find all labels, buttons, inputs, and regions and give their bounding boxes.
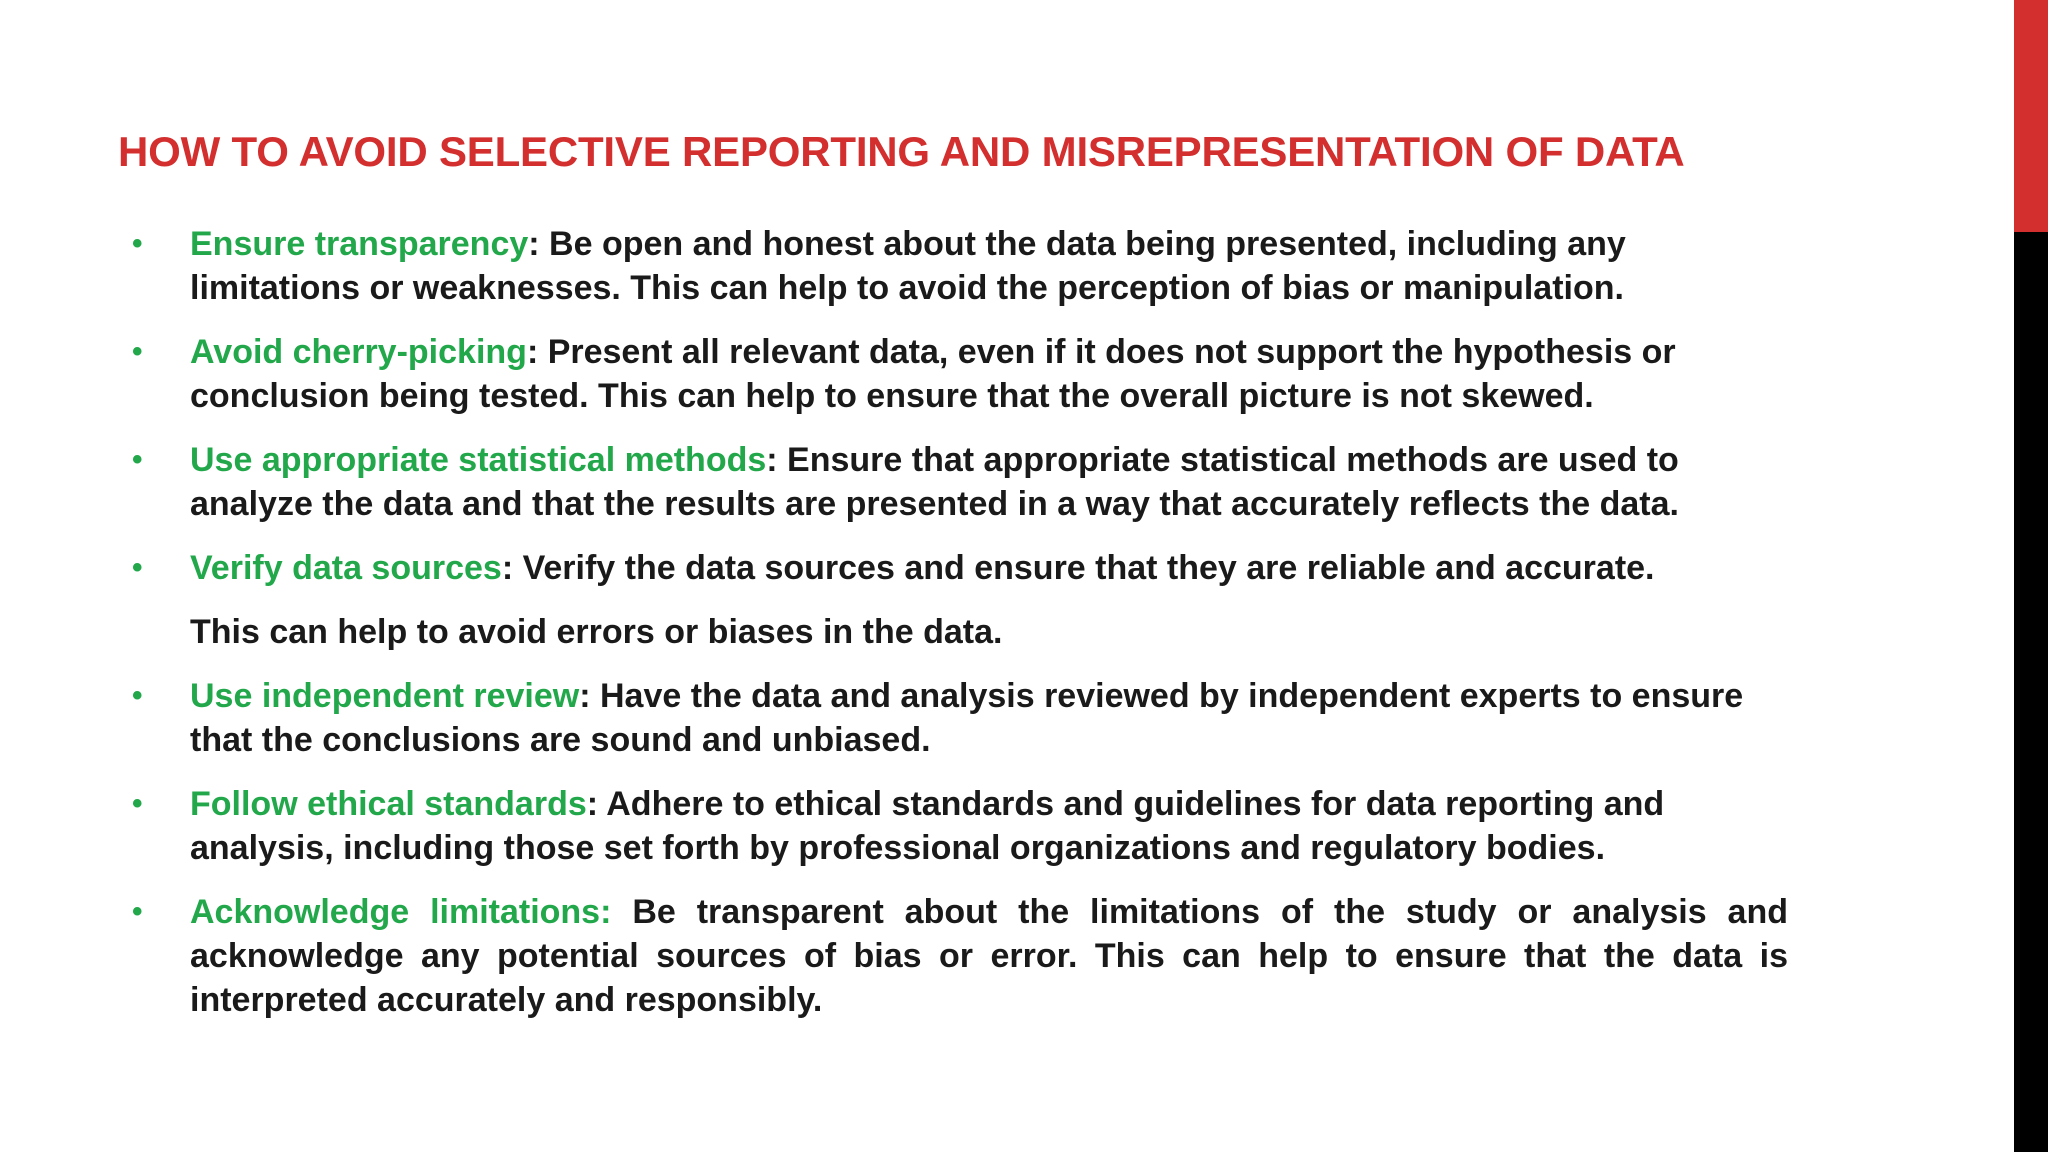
bullet-item-avoid-cherry-picking xyxy=(128,330,1788,418)
bullet-term: Avoid cherry-picking xyxy=(190,333,527,371)
bullet-term: Use appropriate statistical methods xyxy=(190,441,767,479)
bullet-item-ensure-transparency xyxy=(128,222,1788,310)
bullet-marker: • xyxy=(132,551,143,584)
bullet-term: Use independent review xyxy=(190,677,580,715)
bullet-text: : Verify the data sources and ensure that they are reliable and accurate. xyxy=(501,549,1655,587)
bullet-text: Be transparent about the limitations of the study or analysis and acknowledge any potential sources of bias or error. This can help to ensure that the data is interpreted accurately and responsibly. xyxy=(190,893,1788,1019)
bullet-item-statistical-methods xyxy=(128,438,1788,526)
bullet-term: Ensure transparency xyxy=(190,225,529,263)
slide-title: HOW TO AVOID SELECTIVE REPORTING AND MISREPRESENTATION OF DATA xyxy=(118,128,1685,175)
side-bar-accent xyxy=(2014,0,2048,232)
bullet-marker: • xyxy=(132,227,143,260)
bullet-marker: • xyxy=(132,787,143,820)
bullet-text: : Adhere to ethical standards and guidelines for data reporting and analysis, including those set forth by professional organizations and regulatory bodies. xyxy=(190,785,1665,867)
bullet-marker: • xyxy=(132,679,143,712)
bullet-continuation: This can help to avoid errors or biases in the data. xyxy=(190,613,1003,651)
bullet-item-ethical-standards xyxy=(128,782,1788,870)
bullet-item-acknowledge-limitations xyxy=(128,890,1788,1022)
bullet-text: : Be open and honest about the data being presented, including any limitations or weaknesses. This can help to avoid the perception of bias or manipulation. xyxy=(190,225,1626,307)
bullet-marker: • xyxy=(132,895,143,928)
bullet-text: : Ensure that appropriate statistical methods are used to analyze the data and that the results are presented in a way that accurately reflects the data. xyxy=(190,441,1679,523)
bullet-term: Verify data sources xyxy=(190,549,502,587)
bullet-item-verify-data-sources xyxy=(128,546,1788,590)
bullet-list xyxy=(128,222,1788,1042)
bullet-text: : Present all relevant data, even if it does not support the hypothesis or conclusion being tested. This can help to ensure that the overall picture is not skewed. xyxy=(190,333,1676,415)
side-bar xyxy=(2014,0,2048,1152)
bullet-marker: • xyxy=(132,335,143,368)
bullet-text: : Have the data and analysis reviewed by independent experts to ensure that the conclusions are sound and unbiased. xyxy=(190,677,1744,759)
bullet-item-independent-review xyxy=(128,674,1788,762)
bullet-marker: • xyxy=(132,443,143,476)
bullet-term: Follow ethical standards xyxy=(190,785,587,823)
bullet-term: Acknowledge limitations: xyxy=(190,893,612,931)
